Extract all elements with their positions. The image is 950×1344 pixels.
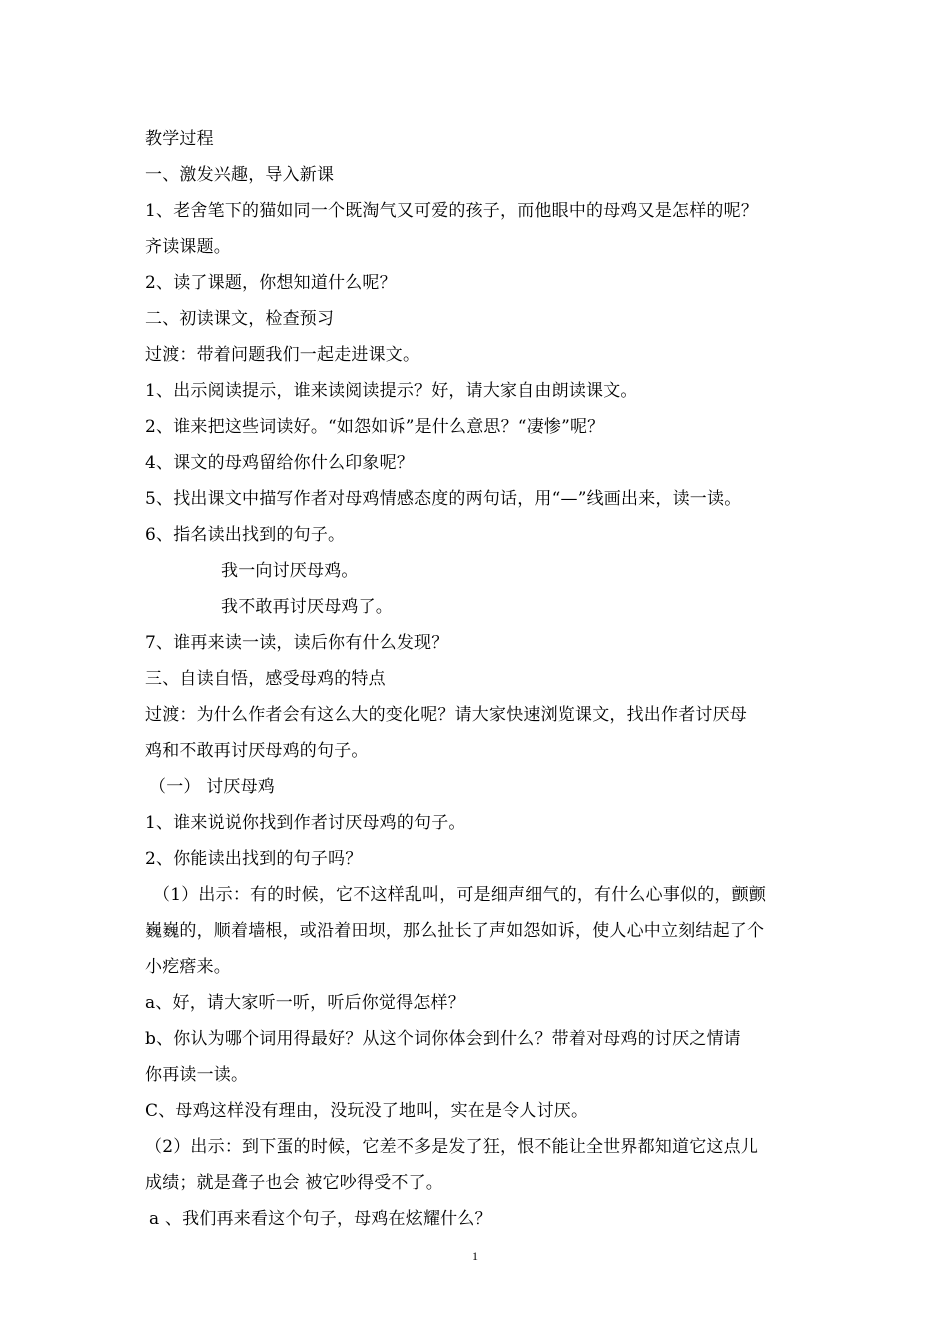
text-line: 1、老舍笔下的猫如同一个既淘气又可爱的孩子，而他眼中的母鸡又是怎样的呢？ bbox=[145, 201, 759, 221]
text-line: 2、你能读出找到的句子吗？ bbox=[145, 849, 363, 869]
text-line: 过渡：为什么作者会有这么大的变化呢？请大家快速浏览课文，找出作者讨厌母 bbox=[145, 705, 747, 725]
text-line: 1、出示阅读提示，谁来读阅读提示？好，请大家自由朗读课文。 bbox=[145, 381, 638, 401]
text-line: 4、课文的母鸡留给你什么印象呢？ bbox=[145, 453, 415, 473]
text-line: 小疙瘩来。 bbox=[145, 957, 231, 977]
text-line: 1、谁来说说你找到作者讨厌母鸡的句子。 bbox=[145, 813, 466, 833]
text-line: a 、我们再来看这个句子，母鸡在炫耀什么？ bbox=[149, 1209, 492, 1229]
heading-part-one: 一、激发兴趣，导入新课 bbox=[145, 165, 335, 185]
heading-part-two: 二、初读课文，检查预习 bbox=[145, 309, 335, 329]
text-line: 2、读了课题，你想知道什么呢？ bbox=[145, 273, 397, 293]
heading-part-three: 三、自读自悟，感受母鸡的特点 bbox=[145, 669, 386, 689]
page-number: 1 bbox=[472, 1249, 478, 1263]
text-line: （2）出示：到下蛋的时候，它差不多是发了狂，恨不能让全世界都知道它这点儿 bbox=[145, 1137, 759, 1157]
section-title: 教学过程 bbox=[145, 129, 214, 149]
text-line: 鸡和不敢再讨厌母鸡的句子。 bbox=[145, 741, 369, 761]
text-line: 成绩；就是聋子也会 被它吵得受不了。 bbox=[145, 1173, 444, 1193]
text-line: b、你认为哪个词用得最好？从这个词你体会到什么？带着对母鸡的讨厌之情请 bbox=[145, 1029, 741, 1049]
quoted-sentence: 我一向讨厌母鸡。 bbox=[221, 561, 359, 581]
text-line: 巍巍的，顺着墙根，或沿着田坝，那么扯长了声如怨如诉，使人心中立刻结起了个 bbox=[145, 921, 765, 941]
text-line: C、母鸡这样没有理由，没玩没了地叫，实在是令人讨厌。 bbox=[145, 1101, 589, 1121]
text-line: a、好，请大家听一听，听后你觉得怎样？ bbox=[145, 993, 465, 1013]
text-line: （1）出示：有的时候，它不这样乱叫，可是细声细气的，有什么心事似的，颤颤 bbox=[153, 885, 767, 905]
text-line: 齐读课题。 bbox=[145, 237, 231, 257]
quoted-sentence: 我不敢再讨厌母鸡了。 bbox=[221, 597, 393, 617]
subheading: （一） 讨厌母鸡 bbox=[149, 777, 276, 797]
text-line: 你再读一读。 bbox=[145, 1065, 249, 1085]
text-line: 7、谁再来读一读，读后你有什么发现？ bbox=[145, 633, 449, 653]
document-body bbox=[145, 121, 825, 1237]
text-line: 5、找出课文中描写作者对母鸡情感态度的两句话，用“—”线画出来，读一读。 bbox=[145, 489, 742, 509]
text-line: 过渡：带着问题我们一起走进课文。 bbox=[145, 345, 421, 365]
text-line: 6、指名读出找到的句子。 bbox=[145, 525, 346, 545]
text-line: 2、谁来把这些词读好。“如怨如诉”是什么意思？“凄惨”呢？ bbox=[145, 417, 605, 437]
